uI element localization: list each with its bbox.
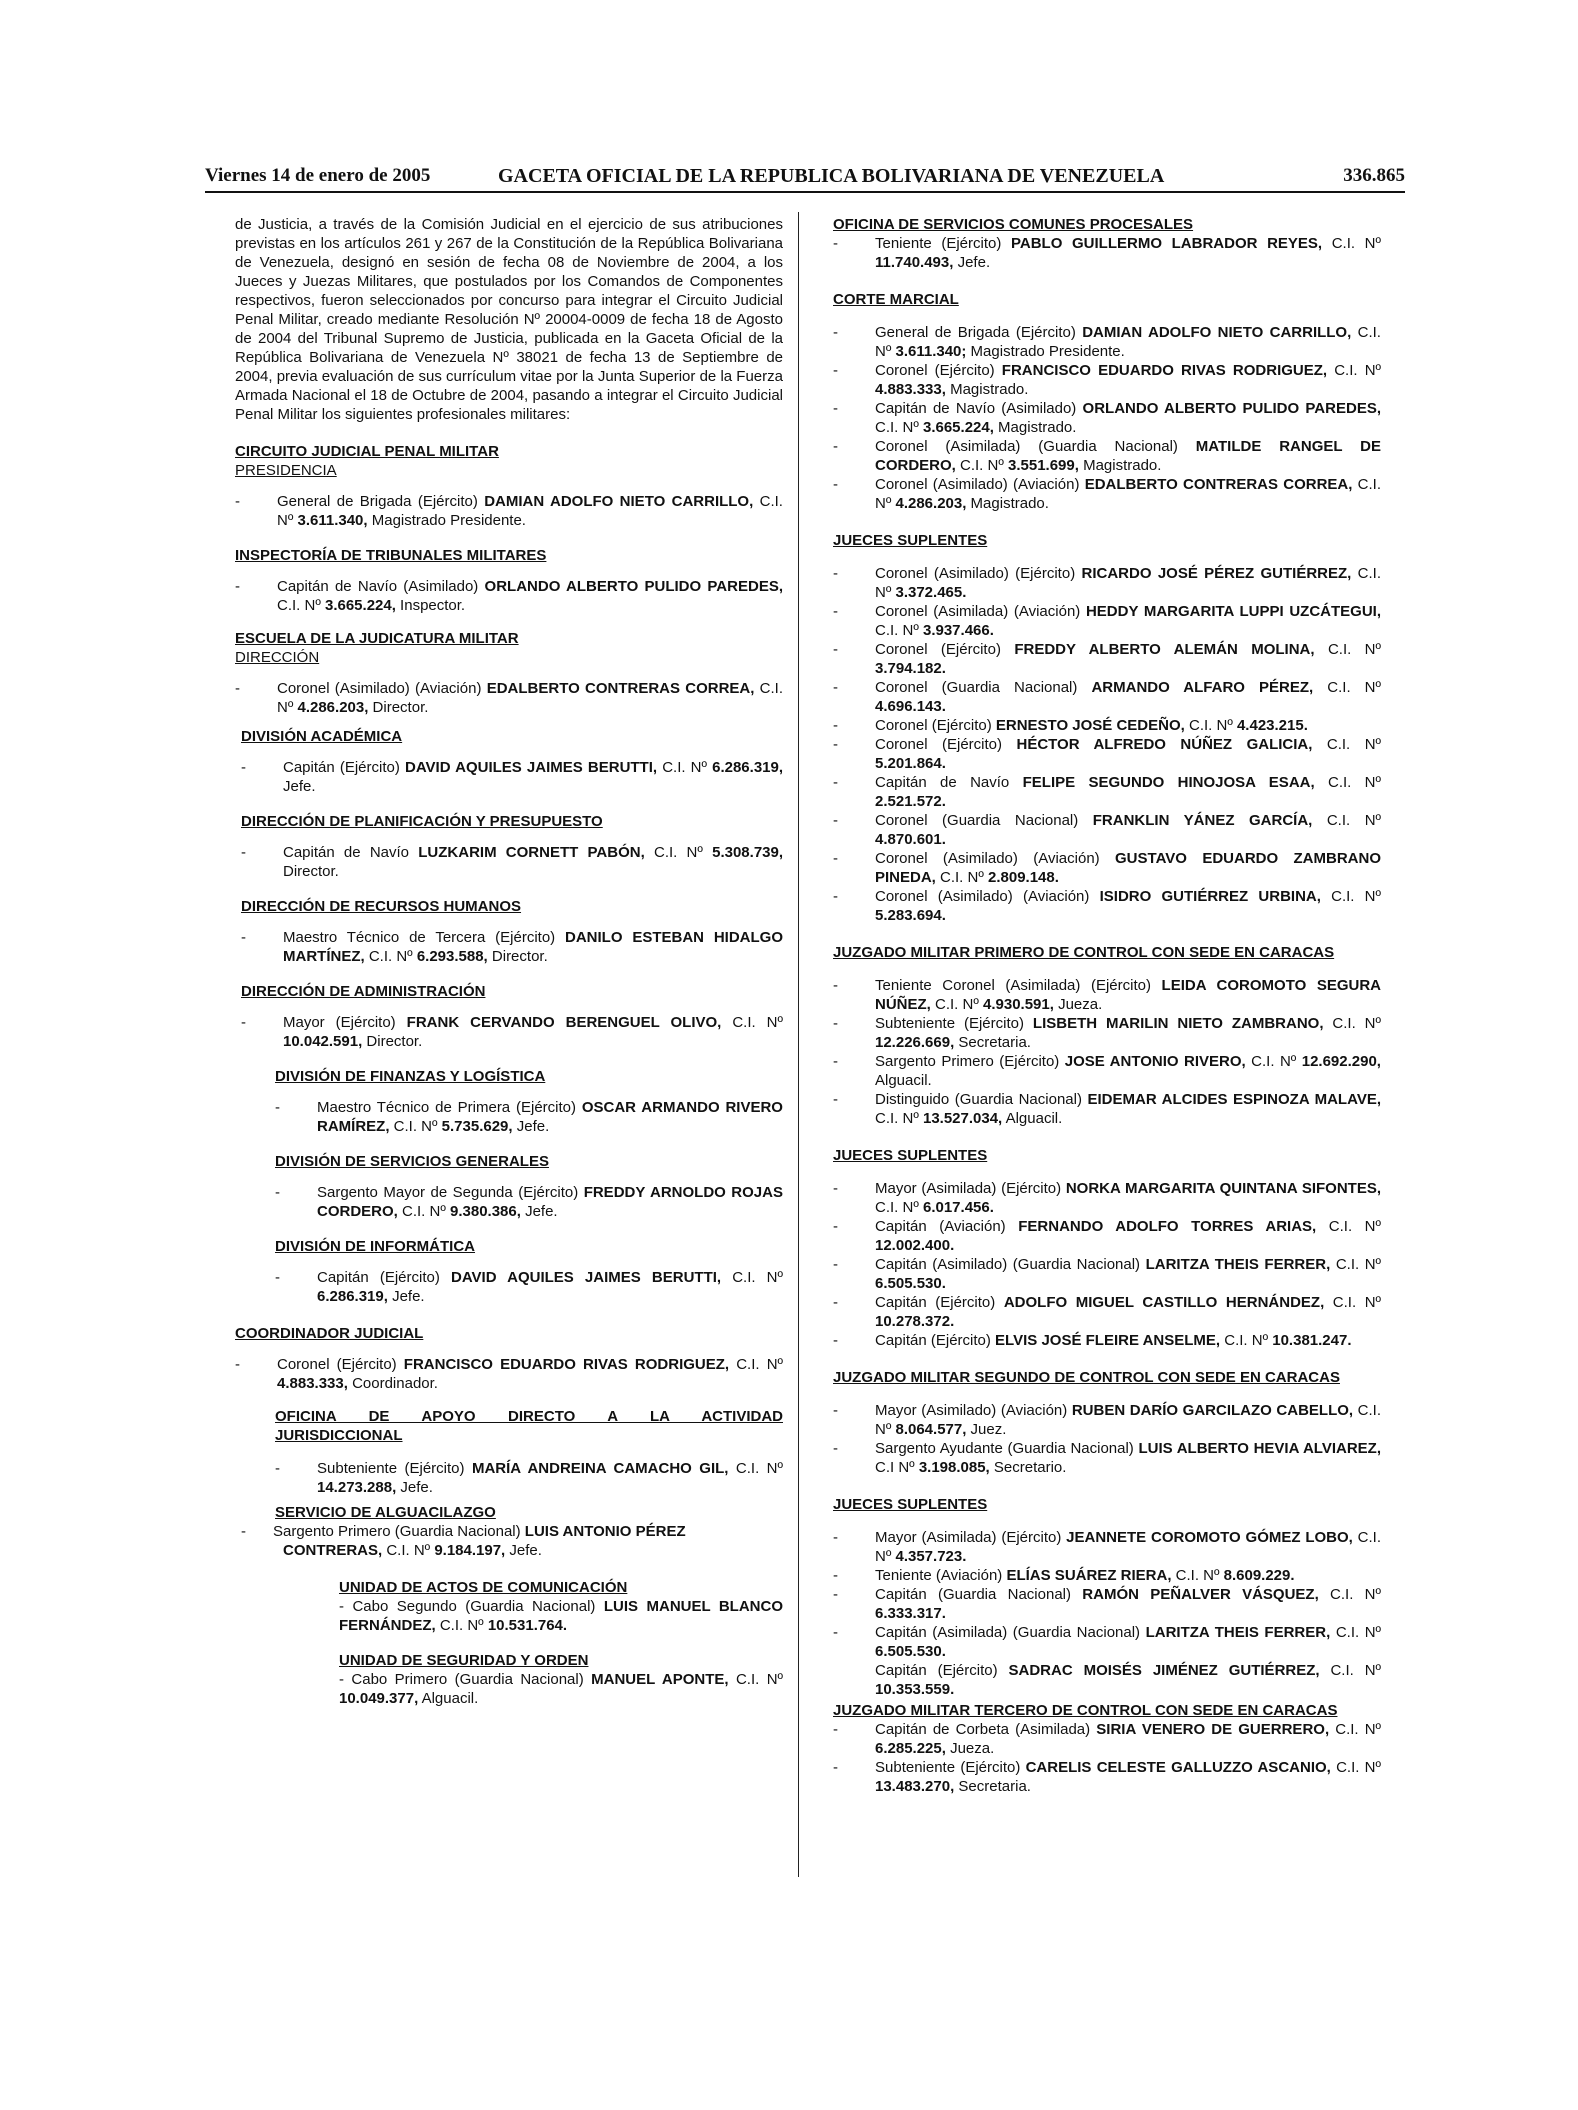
list	[833, 234, 1381, 272]
section-subtitle: PRESIDENCIA	[235, 462, 337, 479]
list-item: - Maestro Técnico de Tercera (Ejército) DANILO ESTEBAN HIDALGO MARTÍNEZ, C.I. Nº 6.293.588, Director.	[241, 929, 784, 965]
list-item: - Capitán (Ejército) DAVID AQUILES JAIMES BERUTTI, C.I. Nº 6.286.319, Jefe.	[241, 759, 784, 795]
list-item: - Capitán de Navío LUZKARIM CORNETT PABÓN, C.I. Nº 5.308.739, Director.	[241, 844, 784, 880]
list-item: - Sargento Primero (Ejército) JOSE ANTONIO RIVERO, C.I. Nº 12.692.290, Alguacil.	[833, 1053, 1381, 1089]
list-item: - Distinguido (Guardia Nacional) EIDEMAR ALCIDES ESPINOZA MALAVE, C.I. Nº 13.527.034, Alguacil.	[833, 1091, 1381, 1127]
section-r1	[833, 215, 1381, 272]
list	[833, 1720, 1381, 1796]
section-oficina-apoyo	[275, 1407, 783, 1497]
section-title: COORDINADOR JUDICIAL	[235, 1325, 424, 1342]
section-circuito	[235, 442, 783, 530]
list-item: - Coronel (Asimilada) (Aviación) HEDDY MARGARITA LUPPI UZCÁTEGUI, C.I. Nº 3.937.466.	[833, 603, 1381, 639]
section-inspectoria	[235, 546, 783, 615]
section-title: DIVISIÓN ACADÉMICA	[241, 728, 403, 745]
section-title: DIVISIÓN DE INFORMÁTICA	[275, 1238, 476, 1255]
list	[833, 1179, 1381, 1350]
section-title: DIRECCIÓN DE ADMINISTRACIÓN	[241, 983, 486, 1000]
section-title: UNIDAD DE SEGURIDAD Y ORDEN	[339, 1652, 589, 1669]
list-item: - Coronel (Asimilado) (Aviación) EDALBERTO CONTRERAS CORREA, C.I. Nº 4.286.203, Magistrado.	[833, 476, 1381, 512]
section-title: CIRCUITO JUDICIAL PENAL MILITAR	[235, 443, 499, 460]
list-item: - Sargento Primero (Guardia Nacional) LUIS ANTONIO PÉREZ CONTRERAS, C.I. Nº 9.184.197, Jefe.	[241, 1523, 686, 1559]
list-item: - Capitán (Ejército) DAVID AQUILES JAIMES BERUTTI, C.I. Nº 6.286.319, Jefe.	[275, 1269, 783, 1305]
list	[833, 323, 1381, 513]
list-item: - Capitán de Navío FELIPE SEGUNDO HINOJOSA ESAA, C.I. Nº 2.521.572.	[833, 774, 1381, 810]
list-item: - Coronel (Guardia Nacional) ARMANDO ALFARO PÉREZ, C.I. Nº 4.696.143.	[833, 679, 1381, 715]
section-r8	[833, 1701, 1381, 1796]
list-item: - Coronel (Ejército) FREDDY ALBERTO ALEMÁN MOLINA, C.I. Nº 3.794.182.	[833, 641, 1381, 677]
section-r7	[833, 1495, 1381, 1699]
section-title: DIRECCIÓN DE PLANIFICACIÓN Y PRESUPUESTO	[241, 813, 603, 830]
section-administracion	[241, 982, 783, 1051]
list-item: - Mayor (Ejército) FRANK CERVANDO BERENGUEL OLIVO, C.I. Nº 10.042.591, Director.	[241, 1014, 783, 1050]
section-r4	[833, 943, 1381, 1128]
list-item: - Capitán (Asimilado) (Guardia Nacional) LARITZA THEIS FERRER, C.I. Nº 6.505.530.	[833, 1256, 1382, 1292]
list-item: - Mayor (Asimilada) (Ejército) NORKA MARGARITA QUINTANA SIFONTES, C.I. Nº 6.017.456.	[833, 1180, 1382, 1216]
list-item: - Mayor (Asimilada) (Ejército) JEANNETE COROMOTO GÓMEZ LOBO, C.I. Nº 4.357.723.	[833, 1529, 1381, 1565]
section-escuela	[235, 629, 783, 717]
list-item: - Coronel (Ejército) HÉCTOR ALFREDO NÚÑEZ GALICIA, C.I. Nº 5.201.864.	[833, 736, 1381, 772]
section-seguridad-orden	[339, 1651, 783, 1708]
section-r3	[833, 531, 1381, 925]
intro-paragraph: de Justicia, a través de la Comisión Judicial en el ejercicio de sus atribuciones previstas en los artículos 261 y 267 de la Constitución de la República Bolivariana de Venezuela, designó en sesión de fecha 08 de Noviembre de 2004, a los Jueces y Juezas Militares, que postulados por los Comandos de Componentes respectivos, fueron seleccionados por concurso para integrar el Circuito Judicial Penal Militar, creado mediante Resolución Nº 20004-0009 de fecha 18 de Agosto de 2004 del Tribunal Supremo de Justicia, publicada en la Gaceta Oficial de la República Bolivariana de Venezuela Nº 38021 de fecha 13 de Septiembre de 2004, previa evaluación de sus currículum vitae por la Junta Superior de la Fuerza Armada Nacional el 18 de Octubre de 2004, pasando a integrar el Circuito Judicial Penal Militar los siguientes profesionales militares:	[235, 216, 783, 423]
list	[833, 564, 1381, 925]
section-finanzas	[275, 1067, 783, 1136]
list-item: - Mayor (Asimilado) (Aviación) RUBEN DARÍO GARCILAZO CABELLO, C.I. Nº 8.064.577, Juez.	[833, 1402, 1381, 1438]
section-r5	[833, 1146, 1381, 1350]
list-item: - Teniente (Ejército) PABLO GUILLERMO LABRADOR REYES, C.I. Nº 11.740.493, Jefe.	[833, 235, 1381, 271]
section-title: DIVISIÓN DE FINANZAS Y LOGÍSTICA	[275, 1068, 546, 1085]
list-item: Capitán (Ejército) SADRAC MOISÉS JIMÉNEZ GUTIÉRREZ, C.I. Nº 10.353.559.	[875, 1662, 1382, 1698]
section-actos-comunicacion	[339, 1578, 783, 1635]
right-column	[833, 215, 1381, 1796]
section-title: JUZGADO MILITAR TERCERO DE CONTROL CON SEDE EN CARACAS	[833, 1702, 1338, 1719]
page-header	[205, 165, 1405, 193]
list-item: - Capitán (Ejército) ADOLFO MIGUEL CASTILLO HERNÁNDEZ, C.I. Nº 10.278.372.	[833, 1294, 1382, 1330]
section-title: OFICINA DE APOYO DIRECTO A LA ACTIVIDAD JURISDICCIONAL	[275, 1408, 783, 1444]
list-item: - Maestro Técnico de Primera (Ejército) OSCAR ARMANDO RIVERO RAMÍREZ, C.I. Nº 5.735.629, Jefe.	[275, 1099, 783, 1135]
section-title: JUZGADO MILITAR PRIMERO DE CONTROL CON SEDE EN CARACAS	[833, 944, 1335, 961]
list-item: - Capitán (Guardia Nacional) RAMÓN PEÑALVER VÁSQUEZ, C.I. Nº 6.333.317.	[833, 1586, 1381, 1622]
section-title: INSPECTORÍA DE TRIBUNALES MILITARES	[235, 547, 547, 564]
list-item: - Cabo Segundo (Guardia Nacional) LUIS MANUEL BLANCO FERNÁNDEZ, C.I. Nº 10.531.764.	[339, 1598, 783, 1634]
list-item: - Capitán de Navío (Asimilado) ORLANDO ALBERTO PULIDO PAREDES, C.I. Nº 3.665.224, Inspector.	[235, 578, 783, 614]
list-item: - Coronel (Ejército) ERNESTO JOSÉ CEDEÑO, C.I. Nº 4.423.215.	[833, 717, 1308, 734]
section-title: JUECES SUPLENTES	[833, 1496, 988, 1513]
list-item: - Coronel (Asimilado) (Aviación) ISIDRO GUTIÉRREZ URBINA, C.I. Nº 5.283.694.	[833, 888, 1381, 924]
section-informatica	[275, 1237, 783, 1306]
section-alguacilazgo	[241, 1503, 783, 1560]
list-item: - Sargento Mayor de Segunda (Ejército) FREDDY ARNOLDO ROJAS CORDERO, C.I. Nº 9.380.386, Jefe.	[275, 1184, 783, 1220]
list-item: - Subteniente (Ejército) CARELIS CELESTE GALLUZZO ASCANIO, C.I. Nº 13.483.270, Secretaria.	[833, 1759, 1381, 1795]
section-title: ESCUELA DE LA JUDICATURA MILITAR	[235, 630, 519, 647]
section-title: JUECES SUPLENTES	[833, 532, 988, 549]
list	[833, 976, 1381, 1128]
header-title: GACETA OFICIAL DE LA REPUBLICA BOLIVARIANA DE VENEZUELA	[498, 165, 1165, 187]
list-item: - Sargento Ayudante (Guardia Nacional) LUIS ALBERTO HEVIA ALVIAREZ, C.I Nº 3.198.085, Secretario.	[833, 1440, 1381, 1476]
list-item: - Capitán de Navío (Asimilado) ORLANDO ALBERTO PULIDO PAREDES, C.I. Nº 3.665.224, Magistrado.	[833, 400, 1381, 436]
list-item: - Coronel (Ejército) FRANCISCO EDUARDO RIVAS RODRIGUEZ, C.I. Nº 4.883.333, Magistrado.	[833, 362, 1381, 398]
list-item: - Coronel (Asimilado) (Ejército) RICARDO JOSÉ PÉREZ GUTIÉRREZ, C.I. Nº 3.372.465.	[833, 565, 1381, 601]
list-item: - Cabo Primero (Guardia Nacional) MANUEL APONTE, C.I. Nº 10.049.377, Alguacil.	[339, 1671, 784, 1707]
list-item: - Teniente Coronel (Asimilada) (Ejército) LEIDA COROMOTO SEGURA NÚÑEZ, C.I. Nº 4.930.591, Jueza.	[833, 977, 1381, 1013]
list	[833, 1401, 1381, 1477]
list-item: - Capitán (Aviación) FERNANDO ADOLFO TORRES ARIAS, C.I. Nº 12.002.400.	[833, 1218, 1381, 1254]
section-title: DIRECCIÓN DE RECURSOS HUMANOS	[241, 898, 522, 915]
section-title: UNIDAD DE ACTOS DE COMUNICACIÓN	[339, 1579, 628, 1596]
list-item: - Coronel (Asimilada) (Guardia Nacional) MATILDE RANGEL DE CORDERO, C.I. Nº 3.551.699, Magistrado.	[833, 438, 1382, 474]
list-item: - Capitán (Asimilada) (Guardia Nacional) LARITZA THEIS FERRER, C.I. Nº 6.505.530.	[833, 1624, 1382, 1660]
list-item: - Teniente (Aviación) ELÍAS SUÁREZ RIERA, C.I. Nº 8.609.229.	[833, 1567, 1295, 1584]
section-r2	[833, 290, 1381, 513]
page-number: 336.865	[1343, 165, 1405, 186]
section-planificacion	[241, 812, 783, 881]
list-item: - Coronel (Guardia Nacional) FRANKLIN YÁNEZ GARCÍA, C.I. Nº 4.870.601.	[833, 812, 1381, 848]
section-title: JUZGADO MILITAR SEGUNDO DE CONTROL CON SEDE EN CARACAS	[833, 1369, 1340, 1386]
section-title: DIVISIÓN DE SERVICIOS GENERALES	[275, 1153, 549, 1170]
section-title: SERVICIO DE ALGUACILAZGO	[275, 1504, 496, 1521]
section-subtitle: DIRECCIÓN	[235, 649, 320, 666]
section-r6	[833, 1368, 1381, 1477]
list-item: - Coronel (Ejército) FRANCISCO EDUARDO RIVAS RODRIGUEZ, C.I. Nº 4.883.333, Coordinador.	[235, 1356, 783, 1392]
list-item: - Coronel (Asimilado) (Aviación) GUSTAVO EDUARDO ZAMBRANO PINEDA, C.I. Nº 2.809.148.	[833, 850, 1381, 886]
section-servicios-generales	[275, 1152, 783, 1221]
list-item: - Coronel (Asimilado) (Aviación) EDALBERTO CONTRERAS CORREA, C.I. Nº 4.286.203, Director.	[235, 680, 783, 716]
section-coordinador	[235, 1324, 783, 1393]
section-title: CORTE MARCIAL	[833, 291, 959, 308]
list-item: - Subteniente (Ejército) MARÍA ANDREINA CAMACHO GIL, C.I. Nº 14.273.288, Jefe.	[275, 1460, 783, 1496]
list-item: - General de Brigada (Ejército) DAMIAN ADOLFO NIETO CARRILLO, C.I. Nº 3.611.340; Magistrado Presidente.	[833, 324, 1381, 360]
section-recursos-humanos	[241, 897, 783, 966]
left-column	[235, 215, 783, 1708]
list-item: - General de Brigada (Ejército) DAMIAN ADOLFO NIETO CARRILLO, C.I. Nº 3.611.340, Magistrado Presidente.	[235, 493, 783, 529]
column-divider	[798, 212, 799, 1877]
list-item: - Capitán de Corbeta (Asimilada) SIRIA VENERO DE GUERRERO, C.I. Nº 6.285.225, Jueza.	[833, 1721, 1382, 1757]
section-title: JUECES SUPLENTES	[833, 1147, 988, 1164]
list-item: - Subteniente (Ejército) LISBETH MARILIN NIETO ZAMBRANO, C.I. Nº 12.226.669, Secretaria.	[833, 1015, 1381, 1051]
header-date: Viernes 14 de enero de 2005	[205, 165, 431, 186]
list-item: - Capitán (Ejército) ELVIS JOSÉ FLEIRE ANSELME, C.I. Nº 10.381.247.	[833, 1332, 1352, 1349]
section-title: OFICINA DE SERVICIOS COMUNES PROCESALES	[833, 216, 1194, 233]
section-division-academica	[241, 727, 783, 796]
list	[833, 1528, 1381, 1699]
